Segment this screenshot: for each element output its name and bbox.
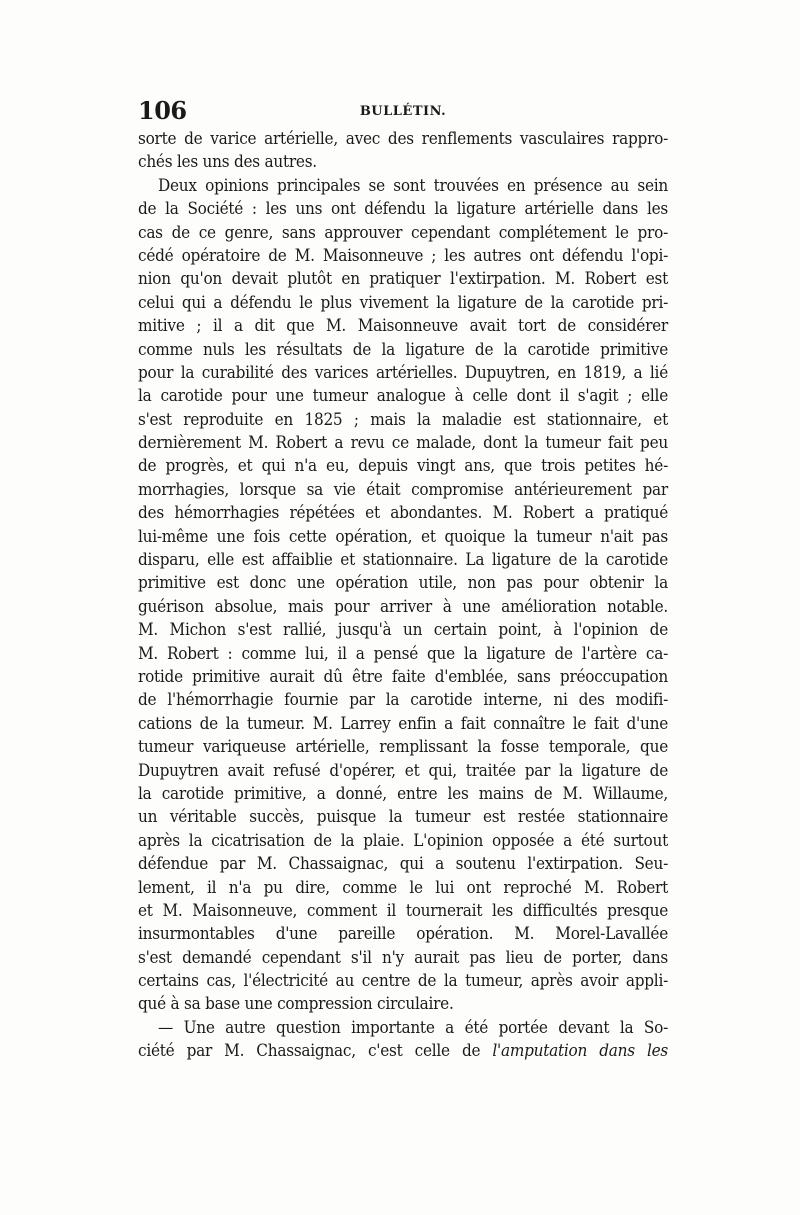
running-head — [138, 96, 668, 128]
text-line: pour la curabilité des varices artérielles. Dupuytren, en 1819, a lié — [138, 362, 668, 383]
text-line: de progrès, et qui n'a eu, depuis vingt ans, que trois petites hé- — [138, 456, 668, 477]
text-line: — Une autre question importante a été portée devant la So- — [158, 1017, 668, 1038]
text-line: celui qui a défendu le plus vivement la ligature de la carotide pri- — [138, 292, 668, 313]
text-line: des hémorrhagies répétées et abondantes. M. Robert a pratiqué — [138, 503, 668, 524]
text-line: dernièrement M. Robert a revu ce malade, dont la tumeur fait peu — [138, 433, 668, 454]
text-line: la carotide pour une tumeur analogue à celle dont il s'agit ; elle — [138, 386, 668, 407]
text-line: primitive est donc une opération utile, non pas pour obtenir la — [138, 573, 668, 594]
italic-phrase: l'amputation dans les — [492, 1041, 668, 1062]
text-line: sorte de varice artérielle, avec des renflements vasculaires rappro- — [138, 129, 668, 149]
text-line: un véritable succès, puisque la tumeur est restée stationnaire — [138, 807, 668, 828]
text-line: la carotide primitive, a donné, entre les mains de M. Willaume, — [138, 783, 668, 804]
text-line: tumeur variqueuse artérielle, remplissant la fosse temporale, que — [138, 737, 668, 758]
text-line: après la cicatrisation de la plaie. L'opinion opposée a été surtout — [138, 830, 668, 851]
text-line-roman: ciété par M. Chassaignac, c'est celle de — [138, 1041, 493, 1062]
text-line: comme nuls les résultats de la ligature de la carotide primitive — [138, 339, 668, 360]
text-line: insurmontables d'une pareille opération. M. Morel-Lavallée — [138, 924, 668, 945]
text-line: disparu, elle est affaiblie et stationnaire. La ligature de la carotide — [138, 550, 668, 571]
text-line: certains cas, l'électricité au centre de la tumeur, après avoir appli- — [138, 971, 668, 992]
text-line: chés les uns des autres. — [138, 152, 317, 173]
text-line: guérison absolue, mais pour arriver à une amélioration notable. — [138, 596, 668, 617]
text-line: mitive ; il a dit que M. Maisonneuve avait tort de considérer — [138, 316, 668, 337]
text-line: cas de ce genre, sans approuver cependant complétement le pro- — [138, 222, 668, 243]
text-line: M. Robert : comme lui, il a pensé que la ligature de l'artère ca- — [138, 643, 668, 664]
text-line: rotide primitive aurait dû être faite d'emblée, sans préoccupation — [138, 666, 668, 687]
text-line: lement, il n'a pu dire, comme le lui ont reproché M. Robert — [138, 877, 668, 898]
text-line: de la Société : les uns ont défendu la ligature artérielle dans les — [138, 199, 668, 220]
text-line: s'est demandé cependant s'il n'y aurait pas lieu de porter, dans — [138, 947, 668, 968]
text-line: nion qu'on devait plutôt en pratiquer l'extirpation. M. Robert est — [138, 269, 668, 290]
text-line: Dupuytren avait refusé d'opérer, et qui, traitée par la ligature de — [138, 760, 668, 781]
text-line: de l'hémorrhagie fournie par la carotide interne, ni des modifi- — [138, 690, 668, 711]
text-line: s'est reproduite en 1825 ; mais la maladie est stationnaire, et — [138, 409, 668, 430]
text-line: lui-même une fois cette opération, et quoique la tumeur n'ait pas — [138, 526, 668, 547]
page-number: 106 — [138, 96, 187, 125]
running-title: BULLÉTIN. — [359, 104, 447, 119]
text-line: qué à sa base une compression circulaire. — [138, 994, 454, 1015]
text-line: cédé opératoire de M. Maisonneuve ; les autres ont défendu l'opi- — [138, 245, 668, 266]
text-block — [138, 96, 668, 1064]
text-line: cations de la tumeur. M. Larrey enfin a fait connaître le fait d'une — [138, 713, 668, 734]
text-line: Deux opinions principales se sont trouvées en présence au sein — [158, 175, 668, 196]
text-line: morrhagies, lorsque sa vie était compromise antérieurement par — [138, 479, 668, 500]
text-line: et M. Maisonneuve, comment il tournerait les difficultés presque — [138, 900, 668, 921]
text-line: M. Michon s'est rallié, jusqu'à un certain point, à l'opinion de — [138, 620, 668, 641]
text-line: défendue par M. Chassaignac, qui a soutenu l'extirpation. Seu- — [138, 854, 668, 875]
body-text — [138, 128, 668, 1064]
text-line — [138, 1040, 668, 1063]
